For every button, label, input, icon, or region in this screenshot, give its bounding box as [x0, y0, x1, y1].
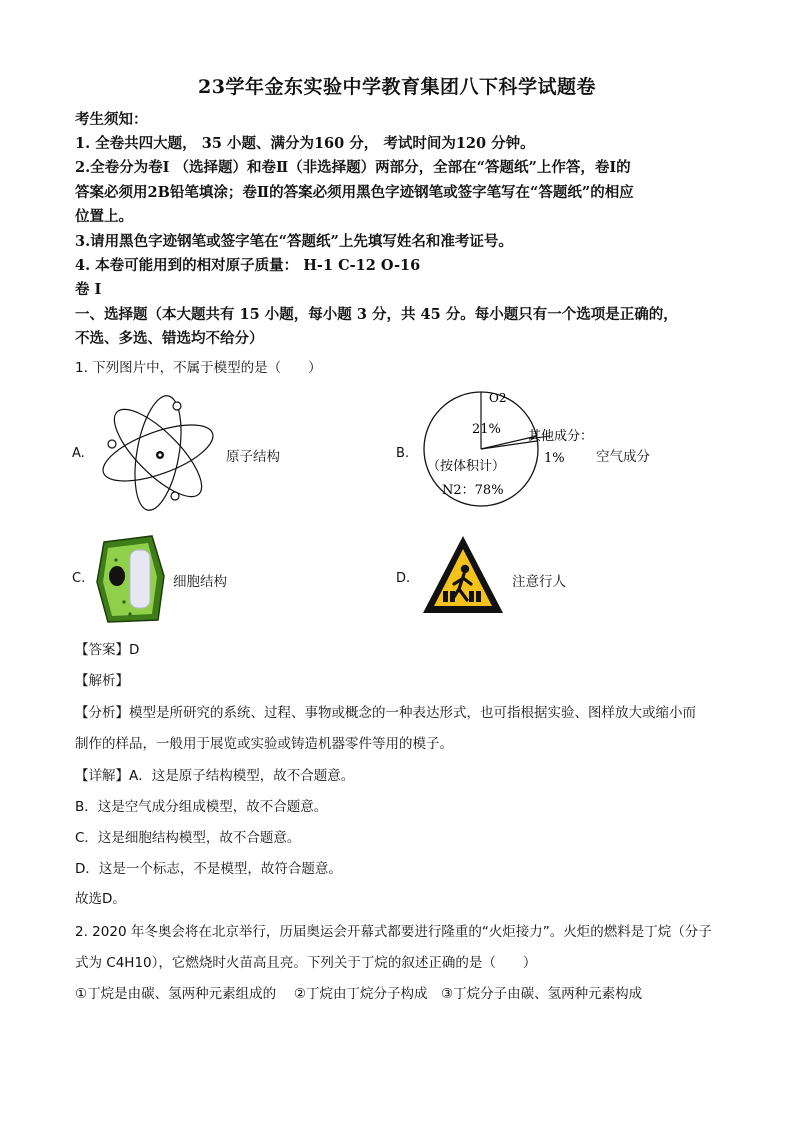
section-heading-cont: 不选、多选、错选均不给分） — [75, 330, 264, 347]
detail-line-1: 【详解】A．这是原子结构模型，故不合题意。 — [75, 768, 355, 784]
analysis-label: 【解析】 — [75, 673, 129, 689]
analysis-line-2: 制作的样品，一般用于展览或实验或铸造机器零件等用的模子。 — [75, 736, 453, 752]
question-1-stem: 1. 下列图片中，不属于模型的是（ ） — [75, 360, 322, 376]
notice-item-3: 3.请用黑色字迹钢笔或签字笔在“答题纸”上先填写姓名和准考证号。 — [75, 233, 513, 250]
question-2-line-3: ①丁烷是由碳、氢两种元素组成的 ②丁烷由丁烷分子构成 ③丁烷分子由碳、氢两种元素构成 — [75, 986, 643, 1002]
detail-line-2: B．这是空气成分组成模型，故不合题意。 — [75, 799, 328, 815]
detail-line-3: C．这是细胞结构模型，故不合题意。 — [75, 830, 301, 846]
notice-item-2-cont: 答案必须用2B铅笔填涂；卷Ⅱ的答案必须用黑色字迹钢笔或签字笔写在“答题纸”的相应 — [75, 184, 634, 201]
other-label: 其他成分： — [528, 429, 594, 444]
air-composition-pie — [420, 388, 610, 512]
option-c-caption: 细胞结构 — [173, 574, 227, 590]
notice-item-2: 2.全卷分为卷Ⅰ （选择题）和卷Ⅱ（非选择题）两部分，全部在“答题纸”上作答，卷Ⅰ的 — [75, 159, 631, 176]
volume-label: 卷 I — [75, 281, 102, 298]
option-a-caption: 原子结构 — [226, 449, 280, 465]
o2-label: O2 — [489, 391, 507, 405]
cell-model-figure — [94, 530, 168, 626]
section-heading: 一、选择题（本大题共有 15 小题，每小题 3 分，共 45 分。每小题只有一个选项是正确的， — [75, 306, 678, 323]
option-c-letter: C. — [72, 571, 86, 586]
n2-label: N2：78% — [442, 483, 504, 498]
detail-line-4: D．这是一个标志，不是模型，故符合题意。 — [75, 861, 342, 877]
answer-label: 【答案】D — [75, 642, 140, 658]
option-b-caption: 空气成分 — [596, 449, 650, 465]
detail-line-5: 故选D。 — [75, 891, 126, 907]
pie-note: （按体积计） — [427, 459, 506, 474]
option-b-letter: B. — [396, 446, 410, 461]
atom-model-figure — [92, 386, 222, 514]
notice-heading: 考生须知： — [75, 111, 148, 128]
question-2-line-2: 式为 C4H10），它燃烧时火苗高且亮。下列关于丁烷的叙述正确的是（ ） — [75, 955, 537, 971]
question-2-line-1: 2. 2020 年冬奥会将在北京举行，历届奥运会开幕式都要进行隆重的“火炬接力”。火炬的燃料是丁烷（分子 — [75, 924, 712, 940]
option-d-caption: 注意行人 — [512, 574, 566, 590]
notice-item-1: 1. 全卷共四大题， 35 小题、满分为160 分， 考试时间为120 分钟。 — [75, 135, 535, 152]
option-d-letter: D. — [396, 571, 411, 586]
analysis-line-1: 【分析】模型是所研究的系统、过程、事物或概念的一种表达形式，也可指根据实验、图样放大或缩小而 — [75, 705, 696, 721]
page-title: 23学年金东实验中学教育集团八下科学试题卷 — [198, 76, 596, 98]
notice-item-2-end: 位置上。 — [75, 208, 133, 225]
option-a-letter: A. — [72, 446, 85, 461]
notice-item-4: 4. 本卷可能用到的相对原子质量： H-1 C-12 O-16 — [75, 257, 421, 274]
o2-percent: 21% — [472, 422, 501, 437]
pedestrian-warning-sign — [421, 534, 505, 616]
other-percent: 1% — [544, 451, 565, 466]
